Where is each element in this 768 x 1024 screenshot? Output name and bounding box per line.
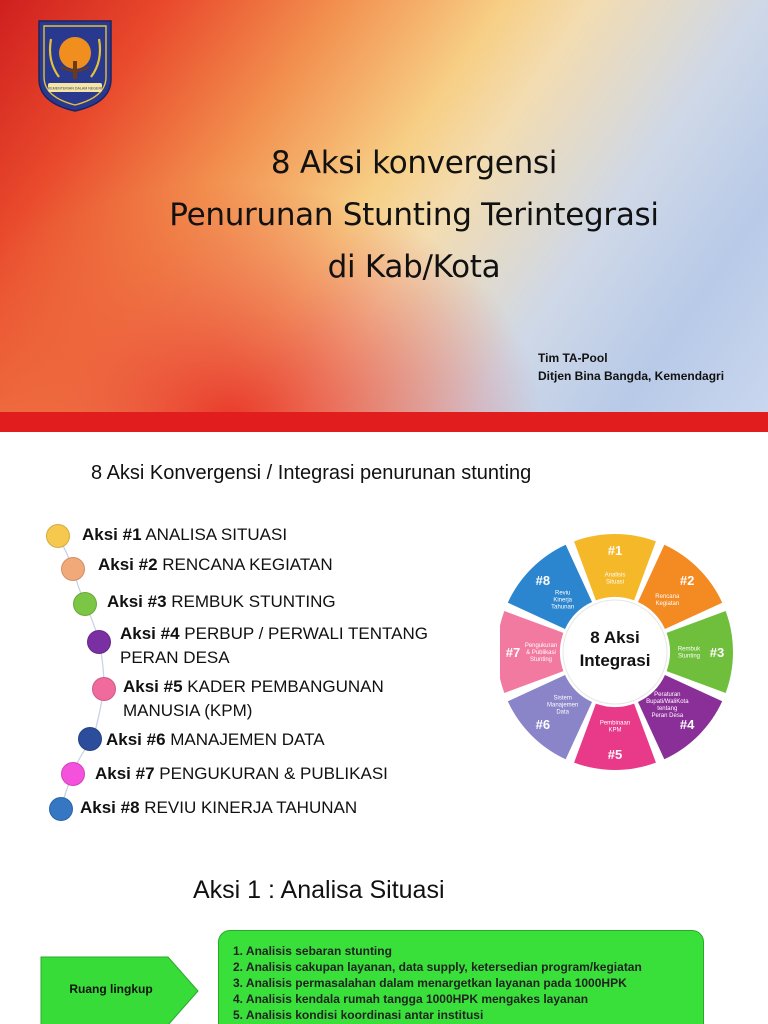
aksi-7-number: Aksi #7 — [95, 764, 155, 783]
ruang-lingkup-box — [218, 930, 704, 1024]
aksi-8-text — [80, 796, 357, 820]
aksi-7-dot — [61, 762, 85, 786]
wheel-segment-4-label: Peraturan Bupati/WaliKota tentang Peran Desa — [646, 691, 689, 719]
slide3-title: Aksi 1 : Analisa Situasi — [193, 876, 445, 904]
aksi-8-number: Aksi #8 — [80, 798, 140, 817]
aksi-6-number: Aksi #6 — [106, 730, 166, 749]
wheel-segment-1-label: Analisis Situasi — [604, 572, 626, 586]
title-line-1: 8 Aksi konvergensi — [270, 145, 558, 181]
kemendagri-logo — [35, 17, 115, 113]
aksi-2-dot — [61, 557, 85, 581]
aksi-7-text — [95, 762, 388, 786]
list-item: 4. Analisis kendala rumah tangga 1000HPK mengakes layanan — [233, 992, 589, 1006]
wheel-center-line1: 8 Aksi — [590, 628, 640, 647]
aksi-6-dot — [78, 727, 102, 751]
aksi-4-label-line2: PERAN DESA — [120, 648, 230, 667]
aksi-1-slide — [0, 852, 768, 1024]
ruang-lingkup-list — [233, 943, 689, 1023]
wheel-segment-6-label: Sistem Manajemen Data — [546, 695, 579, 716]
wheel-segment-6-number: #6 — [535, 717, 551, 733]
aksi-3-text — [107, 590, 336, 614]
credit-org: Ditjen Bina Bangda, Kemendagri — [538, 369, 725, 383]
aksi-2-text — [98, 553, 333, 577]
aksi-1-number: Aksi #1 — [82, 525, 142, 544]
aksi-2-label: RENCANA KEGIATAN — [157, 555, 333, 574]
aksi-7-label: PENGUKURAN & PUBLIKASI — [154, 764, 388, 783]
aksi-1-dot — [46, 524, 70, 548]
list-item: 1. Analisis sebaran stunting — [233, 944, 392, 958]
aksi-2-number: Aksi #2 — [98, 555, 158, 574]
slide-divider-bar — [0, 412, 768, 432]
wheel-segment-1-number: #1 — [607, 543, 623, 558]
credit-team: Tim TA-Pool — [538, 351, 608, 365]
wheel-segment-4-number: #4 — [679, 717, 695, 733]
title-slide — [0, 0, 768, 412]
aksi-5-label: KADER PEMBANGUNAN — [182, 677, 384, 696]
aksi-1-label: ANALISA SITUASI — [141, 525, 288, 544]
wheel-segment-2-number: #2 — [679, 572, 695, 588]
wheel-segment-7-label: Pengukuran & Publikasi Stunting — [524, 643, 558, 663]
wheel-segment-5-number: #5 — [607, 747, 623, 762]
aksi-4-text — [120, 622, 428, 670]
aksi-4-number: Aksi #4 — [120, 624, 180, 643]
wheel-segment-7-number: #7 — [505, 645, 521, 660]
aksi-4-dot — [87, 630, 111, 654]
list-item: 5. Analisis kondisi koordinasi antar institusi — [233, 1008, 484, 1022]
slide-title — [94, 137, 734, 293]
aksi-3-number: Aksi #3 — [107, 592, 167, 611]
wheel-segment-8-label: Reviu Kinerja Tahunan — [551, 590, 575, 611]
aksi-5-number: Aksi #5 — [123, 677, 183, 696]
aksi-3-dot — [73, 592, 97, 616]
title-line-3: di Kab/Kota — [327, 249, 501, 285]
aksi-1-text — [82, 523, 287, 547]
wheel-center-line2: Integrasi — [579, 651, 651, 670]
aksi-5-text — [123, 675, 384, 723]
list-item: 3. Analisis permasalahan dalam menargetkan layanan pada 1000HPK — [233, 976, 627, 990]
aksi-8-dot — [49, 797, 73, 821]
wheel-segment-5-label: Pembinaan KPM — [599, 720, 631, 734]
aksi-5-label-line2: MANUSIA (KPM) — [123, 701, 253, 720]
aksi-list-slide — [0, 432, 768, 852]
wheel-segment-8-number: #8 — [535, 572, 551, 588]
list-item: 2. Analisis cakupan layanan, data supply, ketersedian program/kegiatan — [233, 960, 642, 974]
aksi-3-label: REMBUK STUNTING — [166, 592, 336, 611]
wheel-segment-2-label: Rencana Kegiatan — [655, 594, 680, 608]
aksi-4-label: PERBUP / PERWALI TENTANG — [179, 624, 428, 643]
wheel-segment-3-label: Rembuk Stunting — [677, 646, 701, 660]
ruang-lingkup-arrow — [40, 956, 200, 1024]
aksi-integrasi-wheel — [500, 524, 740, 784]
author-credit — [538, 349, 724, 385]
aksi-8-label: REVIU KINERJA TAHUNAN — [139, 798, 358, 817]
aksi-6-label: MANAJEMEN DATA — [165, 730, 325, 749]
aksi-5-dot — [92, 677, 116, 701]
wheel-segment-3-number: #3 — [709, 645, 725, 660]
aksi-6-text — [106, 728, 325, 752]
ruang-lingkup-label: Ruang lingkup — [69, 982, 153, 996]
title-line-2: Penurunan Stunting Terintegrasi — [169, 197, 659, 233]
slide2-title: 8 Aksi Konvergensi / Integrasi penurunan stunting — [91, 462, 532, 484]
svg-text:KEMENTERIAN DALAM NEGERI: KEMENTERIAN DALAM NEGERI — [47, 86, 103, 91]
